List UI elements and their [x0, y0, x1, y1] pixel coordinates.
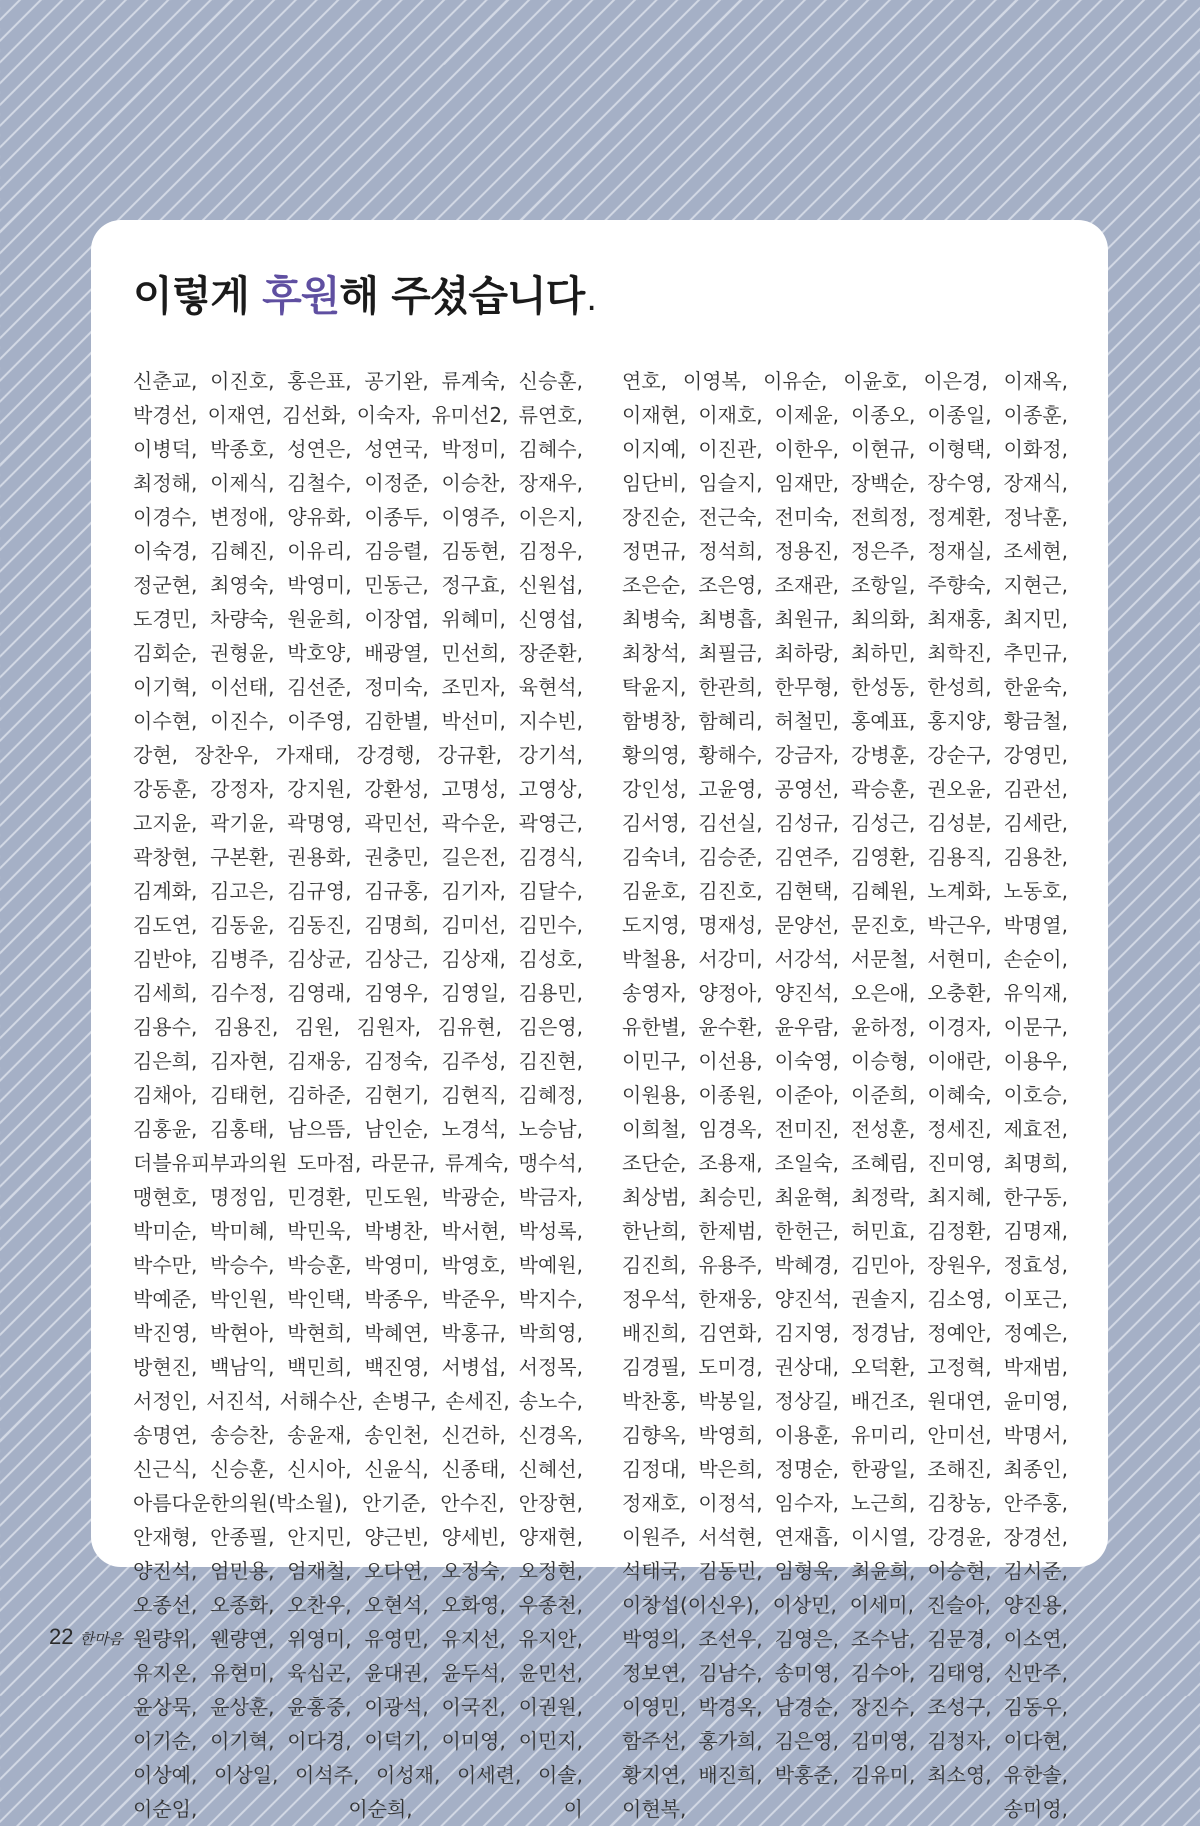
magazine-logo: 한마음 — [79, 1630, 123, 1648]
donor-names-left-column: 신춘교, 이진호, 홍은표, 공기완, 류계숙, 신승훈, 박경선, 이재연, 김선화, 이숙자, 유미선2, 류연호, 이병덕, 박종호, 성연은, 성연국, 박정미, 김혜수, 최정해, 이제식, 김철수, 이정준, 이승찬, 장재우, 이경수, 변정애, 양유화, 이종두, 이영주, 이은지, 이숙경, 김혜진, 이유리, 김응렬, 김동현, 김정우, 정군현, 최영숙, 박영미, 민동근, 정구효, 신원섭, 도경민, 차량숙, 원윤희, 이장엽, 위혜미, 신영섭, 김회순, 권형윤, 박호양, 배광열, 민선희, 장준환, 이기혁, 이선태, 김선준, 정미숙, 조민자, 육현석, 이수현, 이진수, 이주영, 김한별, 박선미, 지수빈, 강현, 장찬우, 가재태, 강경행, 강규환, 강기석, 강동훈, 강정자, 강지원, 강환성, 고명성, 고영상, 고지윤, 곽기윤, 곽명영, 곽민선, 곽수운, 곽영근, 곽창현, 구본환, 권용화, 권충민, 길은전, 김경식, 김계화, 김고은, 김규영, 김규홍, 김기자, 김달수, 김도연, 김동윤, 김동진, 김명희, 김미선, 김민수, 김반야, 김병주, 김상균, 김상근, 김상재, 김성호, 김세희, 김수정, 김영래, 김영우, 김영일, 김용민, 김용수, 김용진, 김원, 김원자, 김유현, 김은영, 김은희, 김자현, 김재웅, 김정숙, 김주성, 김진현, 김채아, 김태헌, 김하준, 김현기, 김현직, 김혜정, 김홍윤, 김홍태, 남으뜸, 남인순, 노경석, 노승남, 더블유피부과의원 도마점, 라문규, 류계숙, 맹수석, 맹현호, 명정임, 민경환, 민도원, 박광순, 박금자, 박미순, 박미혜, 박민욱, 박병찬, 박서현, 박성록, 박수만, 박승수, 박승훈, 박영미, 박영호, 박예원, 박예준, 박인원, 박인택, 박종우, 박준우, 박지수, 박진영, 박현아, 박현희, 박혜연, 박홍규, 박희영, 방현진, 백남익, 백민희, 백진영, 서병섭, 서정목, 서정인, 서진석, 서해수산, 손병구, 손세진, 송노수, 송명연, 송승찬, 송윤재, 송인천, 신건하, 신경옥, 신근식, 신승훈, 신시아, 신윤식, 신종태, 신혜선, 아름다운한의원(박소월), 안기준, 안수진, 안장현, 안재형, 안종필, 안지민, 양근빈, 양세빈, 양재현, 양진석, 엄민용, 엄재철, 오다연, 오정숙, 오정현, 오종선, 오종화, 오찬우, 오현석, 오화영, 우종천, 원량위, 웬량연, 위영미, 유영민, 유지선, 유지안, 유지온, 유현미, 육심곤, 윤대권, 윤두석, 윤민선, 윤상묵, 윤상훈, 윤홍중, 이광석, 이국진, 이권원, 이기순, 이기혁, 이다경, 이덕기, 이미영, 이민지, 이상예, 이상일, 이석주, 이성재, 이세련, 이솔, 이순임, 이순희, 이 — [133, 369, 583, 1821]
title-prefix: 이렇게 — [133, 272, 263, 320]
title-period: . — [586, 279, 597, 319]
title-accent: 후원 — [262, 272, 340, 320]
page-footer — [49, 1624, 123, 1650]
title-suffix: 해 주셨습니다 — [339, 272, 585, 320]
page-number: 22 — [49, 1624, 74, 1649]
donor-names-right-column: 연호, 이영복, 이유순, 이윤호, 이은경, 이재옥, 이재현, 이재호, 이제윤, 이종오, 이종일, 이종훈, 이지예, 이진관, 이한우, 이현규, 이형택, 이화정, 임단비, 임슬지, 임재만, 장백순, 장수영, 장재식, 장진순, 전근숙, 전미숙, 전희정, 정계환, 정낙훈, 정면규, 정석희, 정용진, 정은주, 정재실, 조세현, 조은순, 조은영, 조재관, 조항일, 주향숙, 지현근, 최병숙, 최병흡, 최원규, 최의화, 최재홍, 최지민, 최창석, 최필금, 최하랑, 최하민, 최학진, 추민규, 탁윤지, 한관희, 한무형, 한성동, 한성희, 한윤숙, 함병창, 함혜리, 허철민, 홍예표, 홍지양, 황금철, 황의영, 황해수, 강금자, 강병훈, 강순구, 강영민, 강인성, 고윤영, 공영선, 곽승훈, 권오윤, 김관선, 김서영, 김선실, 김성규, 김성근, 김성분, 김세란, 김숙녀, 김승준, 김연주, 김영환, 김용직, 김용찬, 김윤호, 김진호, 김현택, 김혜원, 노계화, 노동호, 도지영, 명재성, 문양선, 문진호, 박근우, 박명열, 박철용, 서강미, 서강석, 서문철, 서현미, 손순이, 송영자, 양정아, 양진석, 오은애, 오충환, 유익재, 유한별, 윤수환, 윤우람, 윤하정, 이경자, 이문구, 이민구, 이선용, 이숙영, 이승형, 이애란, 이용우, 이원용, 이종원, 이준아, 이준희, 이혜숙, 이호승, 이희철, 임경옥, 전미진, 전성훈, 정세진, 제효전, 조단순, 조용재, 조일숙, 조혜림, 진미영, 최명희, 최상범, 최승민, 최윤혁, 최정락, 최지혜, 한구동, 한난희, 한제범, 한헌근, 허민효, 김정환, 김명재, 김진희, 유용주, 박혜경, 김민아, 장원우, 정효성, 정우석, 한재웅, 양진석, 권솔지, 김소영, 이포근, 배진희, 김연화, 김지영, 정경남, 정예안, 정예은, 김경필, 도미경, 권상대, 오덕환, 고정혁, 박재범, 박찬홍, 박봉일, 정상길, 배건조, 원대연, 윤미영, 김향옥, 박영희, 이용훈, 유미리, 안미선, 박명서, 김정대, 박은희, 정명순, 한광일, 조해진, 최종인, 정재호, 이정석, 임수자, 노근희, 김창농, 안주홍, 이원주, 서석현, 연재흡, 이시열, 강경윤, 장경선, 석태국, 김동민, 임형욱, 최윤희, 이승현, 김시준, 이창섭(이신우), 이상민, 이세미, 진슬아, 양진용, 박영의, 조선우, 김영은, 조수남, 김문경, 이소연, 정보연, 김남수, 송미영, 김수아, 김태영, 신만주, 이영민, 박경옥, 남경순, 장진수, 조성구, 김동우, 함주선, 홍가희, 김은영, 김미영, 김정자, 이다현, 황지연, 배진희, 박홍준, 김유미, 최소영, 유한솔, 이현복, 송미영, — [622, 369, 1068, 1821]
page-title — [133, 263, 596, 322]
